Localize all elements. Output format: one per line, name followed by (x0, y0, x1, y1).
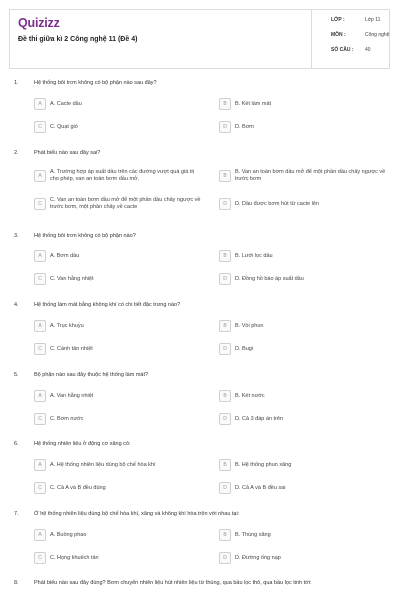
option-letter-box: C (34, 198, 46, 210)
option-text: C. Bơm nước (50, 415, 84, 422)
option-d[interactable] (219, 413, 389, 425)
option-text: A. Buồng phao (50, 531, 87, 538)
option-text: C. Cánh tản nhiệt (50, 345, 93, 352)
option-b[interactable] (219, 529, 389, 541)
option-letter-box: C (34, 121, 46, 133)
option-text: A. Cacte dầu (50, 100, 82, 107)
option-letter-box: C (34, 343, 46, 355)
option-a[interactable] (34, 250, 204, 262)
option-letter-box: C (34, 482, 46, 494)
option-letter-box: D (219, 552, 231, 564)
meta-value: Lớp 11 (365, 17, 381, 23)
question-number: 1. (14, 80, 19, 86)
meta-value: Công nghệ (365, 32, 390, 38)
option-text: C. Van hằng nhiệt (50, 275, 94, 282)
option-letter-box: A (34, 459, 46, 471)
option-text: D. Bugi (235, 345, 254, 352)
option-c[interactable] (34, 121, 204, 133)
option-text: C. Cả A và B đều đúng (50, 484, 106, 491)
option-text: B. Van an toàn bơm dầu mở để một phần dầu chảy ngược về trước bơm (235, 169, 386, 182)
option-text: B. Lưới lọc dầu (235, 252, 273, 259)
option-a[interactable] (34, 320, 204, 332)
option-letter-box: B (219, 390, 231, 402)
option-text: A. Trường hợp áp suất dầu trên các đường vượt quá giá trị cho phép, van an toàn bơm dầu mở. (50, 169, 195, 182)
option-c[interactable] (34, 194, 204, 214)
option-text: A. Van hằng nhiệt (50, 392, 94, 399)
option-text: C. Họng khuếch tán (50, 554, 99, 561)
meta-row-count (312, 45, 391, 55)
option-letter-box: C (34, 273, 46, 285)
option-text: D. Đồng hồ báo áp suất dầu (235, 275, 304, 282)
option-letter-box: C (34, 552, 46, 564)
option-text: A. Hệ thống nhiên liệu dùng bộ chế hòa khí (50, 461, 156, 468)
option-letter-box: A (34, 170, 46, 182)
option-letter-box: D (219, 482, 231, 494)
option-letter-box: A (34, 98, 46, 110)
option-letter-box: B (219, 459, 231, 471)
question-text: Ở hệ thống nhiên liệu dùng bộ chế hòa khí, xăng và không khí hòa trộn với nhau tại: (34, 511, 240, 517)
option-c[interactable] (34, 343, 204, 355)
meta-label: SỐ CÂU : (331, 47, 354, 53)
option-letter-box: C (34, 413, 46, 425)
question-text: Bộ phận nào sau đây thuộc hệ thống làm mát? (34, 372, 149, 378)
meta-value: 40 (365, 47, 371, 53)
question-number: 7. (14, 511, 19, 517)
option-text: B. Két nước (235, 392, 265, 399)
option-a[interactable] (34, 529, 204, 541)
worksheet-header (9, 9, 390, 69)
option-text: D. Đường ống nạp (235, 554, 281, 561)
quizizz-logo[interactable]: Quizizz (18, 16, 60, 30)
option-letter-box: D (219, 343, 231, 355)
option-b[interactable] (219, 320, 389, 332)
option-text: B. Hệ thống phun xăng (235, 461, 292, 468)
option-letter-box: D (219, 413, 231, 425)
option-text: D. Bơm (235, 123, 254, 130)
question-number: 8. (14, 580, 19, 586)
worksheet-title: Đề thi giữa kì 2 Công nghệ 11 (Đề 4) (18, 36, 138, 43)
option-text: B. Két làm mát (235, 100, 272, 107)
question-text: Hệ thống bôi trơn không có bộ phận nào? (34, 233, 136, 239)
question-text: Phát biểu nào sau đây sai? (34, 150, 101, 156)
option-d[interactable] (219, 273, 389, 285)
option-d[interactable] (219, 194, 389, 214)
option-b[interactable] (219, 390, 389, 402)
option-d[interactable] (219, 343, 389, 355)
option-b[interactable] (219, 459, 389, 471)
question-number: 2. (14, 150, 19, 156)
option-b[interactable] (219, 166, 389, 186)
option-a[interactable] (34, 98, 204, 110)
option-text: A. Trục khuỷu (50, 322, 84, 329)
option-text: D. Cả A và B đều sai (235, 484, 286, 491)
question-text: Phát biểu nào sau đây đúng? Bơm chuyển nhiên liệu hút nhiên liệu từ thùng, qua bầu lọc thô, qua bầu lọc tinh tới: (34, 580, 312, 586)
meta-label: LỚP : (331, 17, 345, 23)
option-text: C. Quạt gió (50, 123, 78, 130)
option-letter-box: D (219, 121, 231, 133)
option-text: D. Cả 3 đáp án trên (235, 415, 284, 422)
option-letter-box: B (219, 320, 231, 332)
option-a[interactable] (34, 390, 204, 402)
option-text: A. Bơm dầu (50, 252, 80, 259)
option-d[interactable] (219, 552, 389, 564)
option-c[interactable] (34, 273, 204, 285)
option-letter-box: B (219, 170, 231, 182)
option-letter-box: A (34, 529, 46, 541)
option-c[interactable] (34, 413, 204, 425)
option-text: C. Van an toàn bơm dầu mở để một phần dầu chảy ngược về trước bơm, một phần chảy về cacte (50, 197, 201, 210)
option-text: B. Thùng xăng (235, 531, 271, 538)
option-letter-box: A (34, 390, 46, 402)
meta-row-class (312, 15, 391, 25)
question-text: Hệ thống làm mát bằng không khí có chi tiết đặc trưng nào? (34, 302, 181, 308)
option-a[interactable] (34, 459, 204, 471)
question-number: 4. (14, 302, 19, 308)
option-b[interactable] (219, 98, 389, 110)
option-letter-box: D (219, 273, 231, 285)
option-letter-box: B (219, 98, 231, 110)
option-letter-box: B (219, 529, 231, 541)
question-number: 3. (14, 233, 19, 239)
option-d[interactable] (219, 121, 389, 133)
option-a[interactable] (34, 166, 204, 186)
meta-panel (311, 10, 391, 68)
option-b[interactable] (219, 250, 389, 262)
option-c[interactable] (34, 552, 204, 564)
option-letter-box: B (219, 250, 231, 262)
option-letter-box: A (34, 250, 46, 262)
option-text: D. Dầu được bơm hút từ cacte lên (235, 200, 319, 207)
question-text: Hệ thống bôi trơn không có bộ phận nào sau đây? (34, 80, 157, 86)
option-text: B. Vòi phun (235, 322, 264, 329)
option-letter-box: A (34, 320, 46, 332)
option-letter-box: D (219, 198, 231, 210)
question-number: 6. (14, 441, 19, 447)
question-text: Hệ thống nhiên liệu ở động cơ xăng có: (34, 441, 131, 447)
question-number: 5. (14, 372, 19, 378)
option-d[interactable] (219, 482, 389, 494)
meta-label: MÔN : (331, 32, 346, 38)
meta-row-subject (312, 30, 391, 40)
option-c[interactable] (34, 482, 204, 494)
